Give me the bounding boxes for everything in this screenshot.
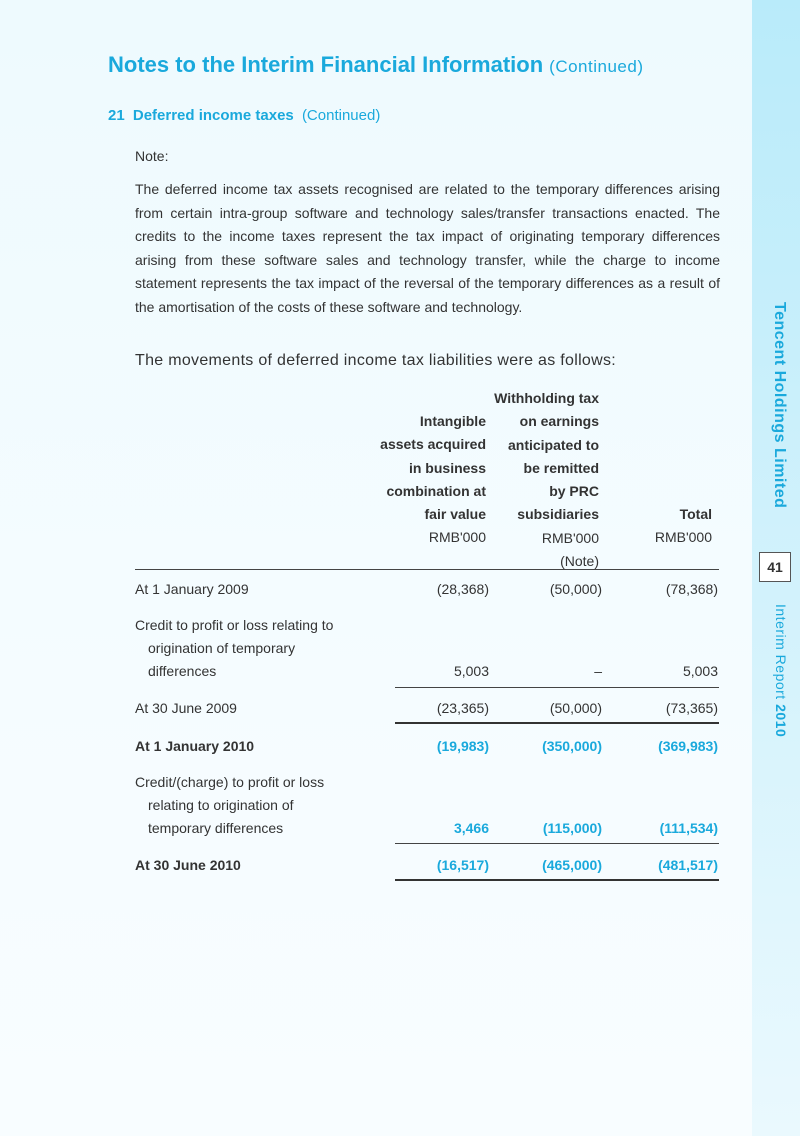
total-rule [395, 722, 719, 724]
page-title [108, 52, 643, 78]
cell-total: (369,983) [658, 738, 718, 754]
sidebar-report [765, 604, 789, 754]
row-label: Credit/(charge) to profit or loss [135, 774, 325, 790]
section-number: 21 [108, 107, 125, 124]
cell-total: 5,003 [682, 663, 718, 679]
row-label: differences [148, 663, 217, 679]
row-label: At 30 June 2009 [135, 700, 237, 716]
column-header-total [612, 503, 712, 550]
column-header-withholding [480, 387, 599, 573]
column-header-line: subsidiaries [517, 506, 599, 523]
column-header-line: assets acquired [380, 436, 486, 453]
note-label: Note: [135, 148, 169, 164]
section-heading [108, 107, 380, 124]
column-header-line: be remitted [523, 459, 599, 476]
cell-intangible: (23,365) [436, 700, 489, 716]
movements-intro: The movements of deferred income tax liabilities were as follows: [135, 352, 617, 369]
cell-withholding: (465,000) [542, 857, 602, 873]
cell-intangible: 5,003 [453, 663, 489, 679]
column-unit: RMB'000 [654, 529, 712, 546]
subtotal-rule [395, 687, 719, 688]
row-label: Credit to profit or loss relating to [135, 617, 334, 633]
cell-withholding: – [594, 663, 602, 679]
cell-intangible: 3,466 [453, 820, 489, 836]
row-label: temporary differences [148, 820, 284, 836]
header-rule [135, 569, 719, 570]
column-note: (Note) [560, 553, 599, 570]
sidebar-report-label: Interim Report [773, 604, 789, 700]
column-header-intangible [360, 410, 486, 550]
column-header-line: anticipated to [507, 436, 599, 453]
page-number: 41 [759, 552, 791, 582]
total-rule [395, 879, 719, 881]
cell-withholding: (50,000) [549, 581, 602, 597]
row-label: At 1 January 2009 [135, 581, 249, 597]
cell-withholding: (50,000) [549, 700, 602, 716]
page-title-text: Notes to the Interim Financial Information [108, 52, 544, 77]
sidebar-company: Tencent Holdings Limited [771, 302, 788, 509]
page-title-continued: (Continued) [549, 57, 644, 76]
cell-intangible: (19,983) [436, 738, 489, 754]
note-paragraph: The deferred income tax assets recognised are related to the temporary differences arising from certain intra-group software and technology sales/transfer transactions enacted. The credits to the income taxes represent the tax impact of originating temporary differences arising from these software sales and technology transfer, while the charge to income statement represents the tax impact of the reversal of the temporary differences as a result of the amortisation of the costs of these software and technology. [135, 181, 720, 315]
row-label: relating to origination of [148, 797, 294, 813]
column-header-line: on earnings [519, 413, 599, 430]
section-continued: (Continued) [301, 107, 381, 124]
cell-total: (73,365) [665, 700, 718, 716]
column-header-line: by PRC [549, 483, 599, 500]
column-header-line: Total [679, 506, 712, 522]
cell-intangible: (28,368) [436, 581, 489, 597]
sidebar [752, 0, 800, 1136]
column-unit: RMB'000 [541, 529, 599, 546]
column-unit: RMB'000 [428, 529, 486, 546]
cell-withholding: (115,000) [542, 820, 602, 836]
cell-total: (481,517) [658, 857, 718, 873]
column-header-line: in business [408, 459, 486, 476]
cell-withholding: (350,000) [542, 738, 602, 754]
row-label: origination of temporary [148, 640, 296, 656]
cell-total: (78,368) [665, 581, 718, 597]
section-title: Deferred income taxes [132, 107, 294, 124]
cell-intangible: (16,517) [436, 857, 489, 873]
subtotal-rule [395, 843, 719, 844]
column-header-line: combination at [386, 482, 486, 499]
column-header-line: Withholding tax [494, 390, 599, 406]
row-label: At 1 January 2010 [135, 738, 255, 754]
cell-total: (111,534) [659, 820, 718, 836]
column-header-line: fair value [424, 506, 486, 523]
sidebar-report-year: 2010 [773, 704, 789, 738]
row-label: At 30 June 2010 [135, 857, 241, 873]
column-header-line: Intangible [419, 413, 486, 429]
